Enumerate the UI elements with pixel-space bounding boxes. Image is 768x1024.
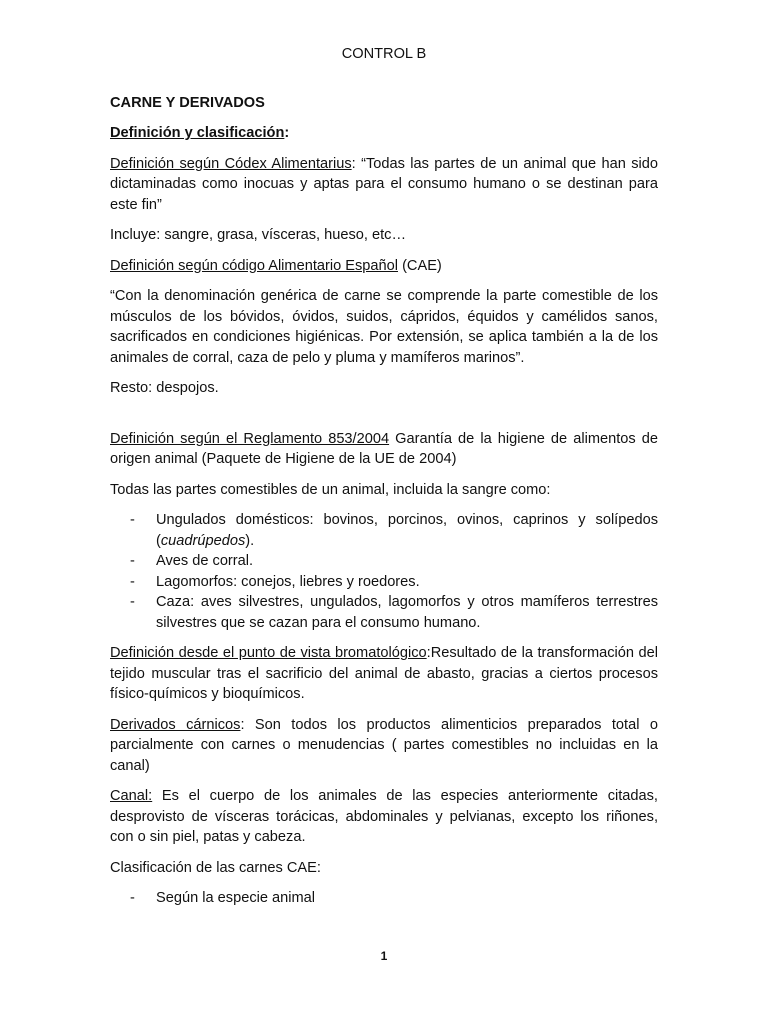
- clasificacion-paragraph: Clasificación de las carnes CAE:: [110, 859, 321, 876]
- bromatologico-label: Definición desde el punto de vista bromatológico: [110, 645, 427, 661]
- derivados-text: : Son todos los productos alimenticios preparados total o parcialmente con carnes o menudencias ( partes comestibles no incluidas en la canal): [110, 716, 658, 774]
- document-heading: CARNE Y DERIVADOS: [110, 94, 265, 111]
- cae-label: Definición según código Alimentario Español: [110, 257, 398, 274]
- reglamento-text: Garantía de la higiene de alimentos de origen animal (Paquete de Higiene de la UE de 2004): [110, 430, 658, 467]
- section-title: Definición y clasificación: [110, 125, 285, 141]
- list-item: - Lagomorfos: conejos, liebres y roedores.: [130, 573, 420, 590]
- reglamento-list: [110, 510, 658, 633]
- cae-text-paragraph: “Con la denominación genérica de carne se comprende la parte comestible de los músculos de los bóvidos, óvidos, suidos, cápridos, équidos y camélidos sanos, sacrificados en condiciones higiénicas. Por extensión, se aplica también a la de los animales de corral, caza de pelo y pluma y mamíferos marinos”.: [110, 288, 658, 366]
- page-number: 1: [380, 949, 388, 963]
- cae-suffix: (CAE): [402, 257, 442, 274]
- cae-label-paragraph: [110, 256, 658, 277]
- document-title: CONTROL B: [341, 46, 427, 62]
- canal-text: Es el cuerpo de los animales de las especies anteriormente citadas, desprovisto de vísceras torácicas, abdominales y pelvianas, excepto los riñones, con o sin piel, patas y cabeza.: [110, 788, 658, 845]
- paragraph-spacer: [110, 409, 658, 429]
- reglamento-intro: Todas las partes comestibles de un animal, incluida la sangre como:: [110, 481, 551, 498]
- derivados-label: Derivados cárnicos: [110, 716, 241, 733]
- includes-paragraph: Incluye: sangre, grasa, vísceras, hueso, etc…: [110, 227, 407, 243]
- list-item: - Caza: aves silvestres, ungulados, lagomorfos y otros mamíferos terrestres silvestres que se cazan para el consumo humano.: [130, 594, 658, 631]
- section-title-line: Definición y clasificación:: [110, 125, 290, 141]
- clasificacion-list: [110, 888, 658, 909]
- list-item: - Aves de corral.: [130, 553, 254, 569]
- cae-rest-paragraph: Resto: despojos.: [110, 380, 219, 396]
- list-item: - Según la especie animal: [130, 890, 316, 906]
- canal-label: Canal:: [110, 788, 153, 804]
- bromatologico-paragraph: Definición desde el punto de vista bromatológico:Resultado de la transformación del tejido muscular tras el sacrificio del animal de abasto, gracias a ciertos procesos físico-químicos y bioquímicos.: [110, 645, 658, 702]
- reglamento-paragraph: [110, 429, 658, 470]
- codex-paragraph: Definición según Códex Alimentarius: “Todas las partes de un animal que han sido dictaminadas como inocuas y aptas para el consumo humano o se destinan para este fin”: [110, 155, 659, 213]
- reglamento-label: Definición según el Reglamento 853/2004: [110, 430, 390, 447]
- bromatologico-text: Resultado de la transformación del tejido muscular tras el sacrificio del animal de abasto, gracias a ciertos procesos físico-químicos y bioquímicos.: [110, 645, 658, 702]
- derivados-paragraph: [110, 715, 658, 777]
- list-item: - Ungulados domésticos: bovinos, porcinos, ovinos, caprinos y solípedos (cuadrúpedos).: [130, 512, 658, 549]
- codex-label: Definición según Códex Alimentarius: [110, 155, 352, 172]
- canal-paragraph: [110, 786, 658, 848]
- codex-text: “Todas las partes de un animal que han sido dictaminadas como inocuas y aptas para el consumo humano o se destinan para este fin”: [110, 155, 659, 213]
